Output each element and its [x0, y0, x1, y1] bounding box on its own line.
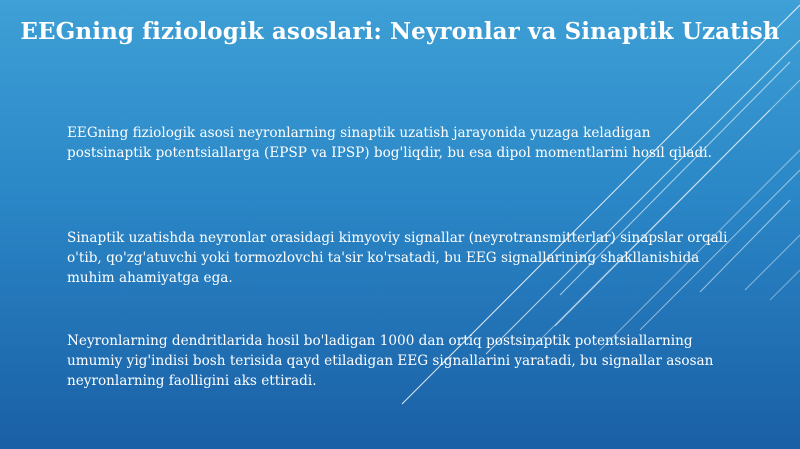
- paragraph-physiological-basis: EEGning fiziologik asosi neyronlarning sinaptik uzatish jarayonida yuzaga keladigan postsinaptik potentsiallarga (EPSP va IPSP) bog'liqdir, bu esa dipol momentlarini hosil qiladi.: [67, 125, 712, 161]
- paragraph-synaptic-transmission: Sinaptik uzatishda neyronlar orasidagi kimyoviy signallar (neyrotransmitterlar) sinapslar orqali o'tib, qo'zg'atuvchi yoki tormozlovchi ta'sir ko'rsatadi, bu EEG signallarining shakllanishida muhim ahamiyatga ega.: [67, 230, 728, 286]
- slide-title: EEGning fiziologik asoslari: Neyronlar va Sinaptik Uzatish: [20, 18, 780, 45]
- paragraph-postsynaptic-potentials: Neyronlarning dendritlarida hosil bo'ladigan 1000 dan ortiq postsinaptik potentsiallarning umumiy yig'indisi bosh terisida qayd etiladigan EEG signallarini yaratadi, bu signallar asosan neyronlarning faolligini aks ettiradi.: [67, 333, 714, 389]
